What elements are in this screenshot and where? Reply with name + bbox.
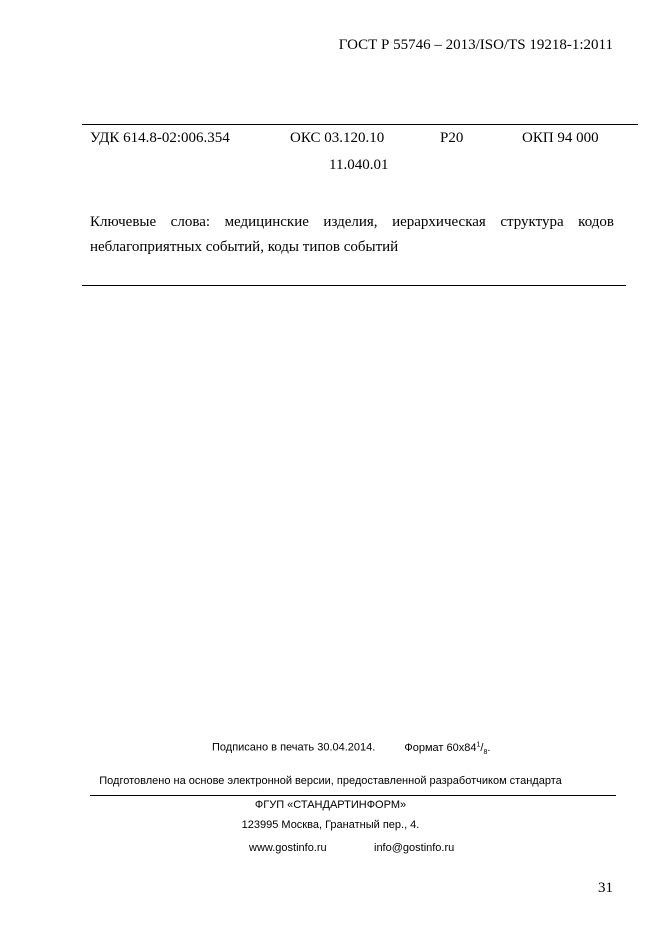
- keywords-line-2: неблагоприятных событий, коды типов событий: [90, 239, 399, 255]
- publisher-name: ФГУП «СТАНДАРТИНФОРМ»: [254, 799, 407, 811]
- publisher-address: 123995 Москва, Гранатный пер., 4.: [241, 819, 420, 831]
- signed-date: Подписано в печать 30.04.2014.: [212, 741, 376, 754]
- document-header: ГОСТ Р 55746 – 2013/ISO/TS 19218-1:2011: [338, 37, 613, 53]
- keywords-paragraph: [90, 210, 614, 260]
- imprint-divider: [90, 795, 616, 796]
- page-number: 31: [598, 880, 613, 896]
- oks-code: ОКС 03.120.10: [290, 130, 385, 146]
- print-info: [212, 741, 490, 756]
- category-code: Р20: [440, 130, 464, 146]
- okp-code: ОКП 94 000: [522, 130, 599, 146]
- website-link[interactable]: www.gostinfo.ru: [249, 842, 327, 854]
- prepared-note: Подготовлено на основе электронной версии, предоставленной разработчиком стандарта: [99, 775, 562, 787]
- oks-code-second: 11.040.01: [329, 157, 389, 173]
- keywords-divider: [82, 285, 626, 286]
- email-link[interactable]: info@gostinfo.ru: [374, 842, 455, 854]
- paper-format: Формат $60х84^1/_8$.: [404, 741, 491, 756]
- udk-code: УДК 614.8-02:006.354: [90, 130, 230, 146]
- keywords-line-1: Ключевые слова: медицинские изделия, иерархическая структура кодов: [90, 214, 614, 230]
- top-divider: [82, 124, 638, 125]
